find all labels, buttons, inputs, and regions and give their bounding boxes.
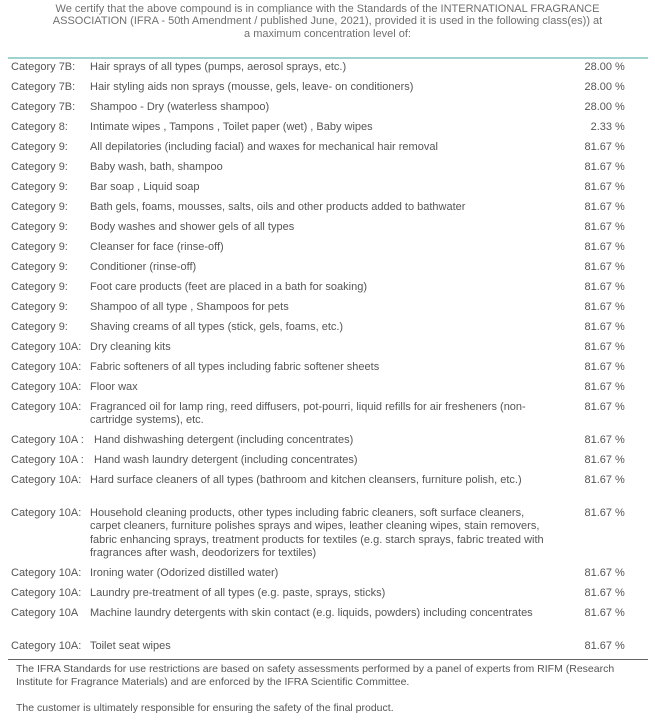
category-label: Category 10A: [11,474,82,486]
category-label: Category 9: [11,201,68,213]
category-description: Ironing water (Odorized distilled water) [90,567,279,579]
percent-unit: % [615,401,625,413]
category-label: Category 10A: [11,640,82,652]
max-concentration-value: 81.67 [584,474,612,486]
category-label: Category 9: [11,221,68,233]
percent-unit: % [615,161,625,173]
category-label: Category 9: [11,161,68,173]
category-label: Category 10A : [11,454,84,466]
max-concentration-value: 81.67 [584,454,612,466]
percent-unit: % [615,361,625,373]
category-description: Toilet seat wipes [90,640,171,652]
category-label: Category 7B: [11,81,76,93]
max-concentration-value: 2.33 [590,121,612,133]
category-description: Cleanser for face (rinse-off) [90,241,224,253]
category-description: Hair styling aids non sprays (mousse, gels, leave- on conditioners) [90,81,414,93]
category-description: Hard surface cleaners of all types (bathroom and kitchen cleansers, furniture polish, etc.) [90,474,522,486]
max-concentration-value: 81.67 [584,381,612,393]
category-label: Category 10A: [11,401,82,413]
category-label: Category 8: [11,121,68,133]
category-description: Shaving creams of all types (stick, gels, foams, etc.) [90,321,344,333]
max-concentration-value: 81.67 [584,281,612,293]
max-concentration-value: 81.67 [584,181,612,193]
max-concentration-value: 81.67 [584,640,612,652]
category-description: Fragranced oil for lamp ring, reed diffusers, pot-pourri, liquid refills for air fresheners (non-cartridge systems), etc. [90,401,526,427]
percent-unit: % [615,301,625,313]
category-description: Hand wash laundry detergent (including concentrates) [94,454,358,466]
footer-responsibility-note: The customer is ultimately responsible for ensuring the safety of the final product. [16,702,394,714]
max-concentration-value: 81.67 [584,607,612,619]
percent-unit: % [615,341,625,353]
category-label: Category 10A: [11,361,82,373]
percent-unit: % [615,181,625,193]
category-description: Floor wax [90,381,138,393]
bottom-divider [8,659,648,660]
category-label: Category 9: [11,301,68,313]
percent-unit: % [615,434,625,446]
statement-line-3: a maximum concentration level of: [244,27,411,40]
category-description: Baby wash, bath, shampoo [90,161,223,173]
category-description: Dry cleaning kits [90,341,171,353]
percent-unit: % [615,381,625,393]
max-concentration-value: 81.67 [584,261,612,273]
category-description: Machine laundry detergents with skin contact (e.g. liquids, powders) including concentrates [90,607,533,619]
category-label: Category 7B: [11,101,76,113]
category-label: Category 10A: [11,507,82,519]
category-description: Foot care products (feet are placed in a bath for soaking) [90,281,367,293]
category-label: Category 10A: [11,381,82,393]
percent-unit: % [615,261,625,273]
category-label: Category 7B: [11,61,76,73]
category-description: Hand dishwashing detergent (including concentrates) [94,434,354,446]
top-divider [8,57,648,59]
percent-unit: % [615,101,625,113]
category-description: Fabric softeners of all types including fabric softener sheets [90,361,380,373]
percent-unit: % [615,321,625,333]
percent-unit: % [615,607,625,619]
percent-unit: % [615,81,625,93]
max-concentration-value: 81.67 [584,567,612,579]
category-description: All depilatories (including facial) and waxes for mechanical hair removal [90,141,438,153]
category-description: Conditioner (rinse-off) [90,261,197,273]
max-concentration-value: 81.67 [584,301,612,313]
category-label: Category 9: [11,241,68,253]
category-description: Bar soap , Liquid soap [90,181,200,193]
category-label: Category 9: [11,261,68,273]
max-concentration-value: 81.67 [584,321,612,333]
category-label: Category 10A: [11,567,82,579]
percent-unit: % [615,587,625,599]
category-description: Body washes and shower gels of all types [90,221,295,233]
certification-statement [0,0,655,51]
max-concentration-value: 81.67 [584,221,612,233]
max-concentration-value: 28.00 [584,61,612,73]
footer-notes [16,663,646,715]
percent-unit: % [615,281,625,293]
category-label: Category 10A [11,607,79,619]
category-description: Hair sprays of all types (pumps, aerosol sprays, etc.) [90,61,347,73]
category-label: Category 9: [11,181,68,193]
percent-unit: % [615,474,625,486]
category-label: Category 10A: [11,587,82,599]
percent-unit: % [615,201,625,213]
max-concentration-value: 28.00 [584,81,612,93]
category-label: Category 10A: [11,341,82,353]
percent-unit: % [615,141,625,153]
category-description: Household cleaning products, other types including fabric cleaners, soft surface cleaners, carpet cleaners, furniture polishes sprays and wipes, leather cleaning wipes, stain removers, fabric enhancing sprays, treatment products for textiles (e.g. starch sprays, fabric treated with fragrances after wash, deodorizers for textiles) [90,507,544,559]
max-concentration-value: 81.67 [584,161,612,173]
max-concentration-value: 81.67 [584,361,612,373]
category-label: Category 9: [11,321,68,333]
max-concentration-value: 81.67 [584,141,612,153]
percent-unit: % [615,567,625,579]
percent-unit: % [615,454,625,466]
statement-line-1: We certify that the above compound is in compliance with the Standards of the INTERNATIONAL FRAGRANCE [55,3,600,15]
category-description: Intimate wipes , Tampons , Toilet paper (wet) , Baby wipes [90,121,373,133]
category-description: Shampoo - Dry (waterless shampoo) [90,101,270,113]
max-concentration-value: 81.67 [584,434,612,446]
category-description: Laundry pre-treatment of all types (e.g. paste, sprays, sticks) [90,587,386,599]
percent-unit: % [615,121,625,133]
footer-ifra-note: The IFRA Standards for use restrictions are based on safety assessments performed by a panel of experts from RIFM (Research Institute for Fragrance Materials) and are enforced by the IFRA Scientific Committee. [16,663,615,688]
max-concentration-value: 81.67 [584,401,612,413]
category-label: Category 9: [11,281,68,293]
max-concentration-value: 81.67 [584,201,612,213]
category-description: Shampoo of all type , Shampoos for pets [90,301,289,313]
percent-unit: % [615,241,625,253]
percent-unit: % [615,640,625,652]
max-concentration-value: 28.00 [584,101,612,113]
percent-unit: % [615,221,625,233]
max-concentration-value: 81.67 [584,341,612,353]
percent-unit: % [615,507,625,519]
max-concentration-value: 81.67 [584,507,612,519]
category-description: Bath gels, foams, mousses, salts, oils and other products added to bathwater [90,201,466,213]
max-concentration-value: 81.67 [584,241,612,253]
statement-line-2: ASSOCIATION (IFRA - 50th Amendment / published June, 2021), provided it is used in the following class(es)) at [52,15,603,28]
percent-unit: % [615,61,625,73]
category-label: Category 9: [11,141,68,153]
max-concentration-value: 81.67 [584,587,612,599]
category-label: Category 10A : [11,434,84,446]
